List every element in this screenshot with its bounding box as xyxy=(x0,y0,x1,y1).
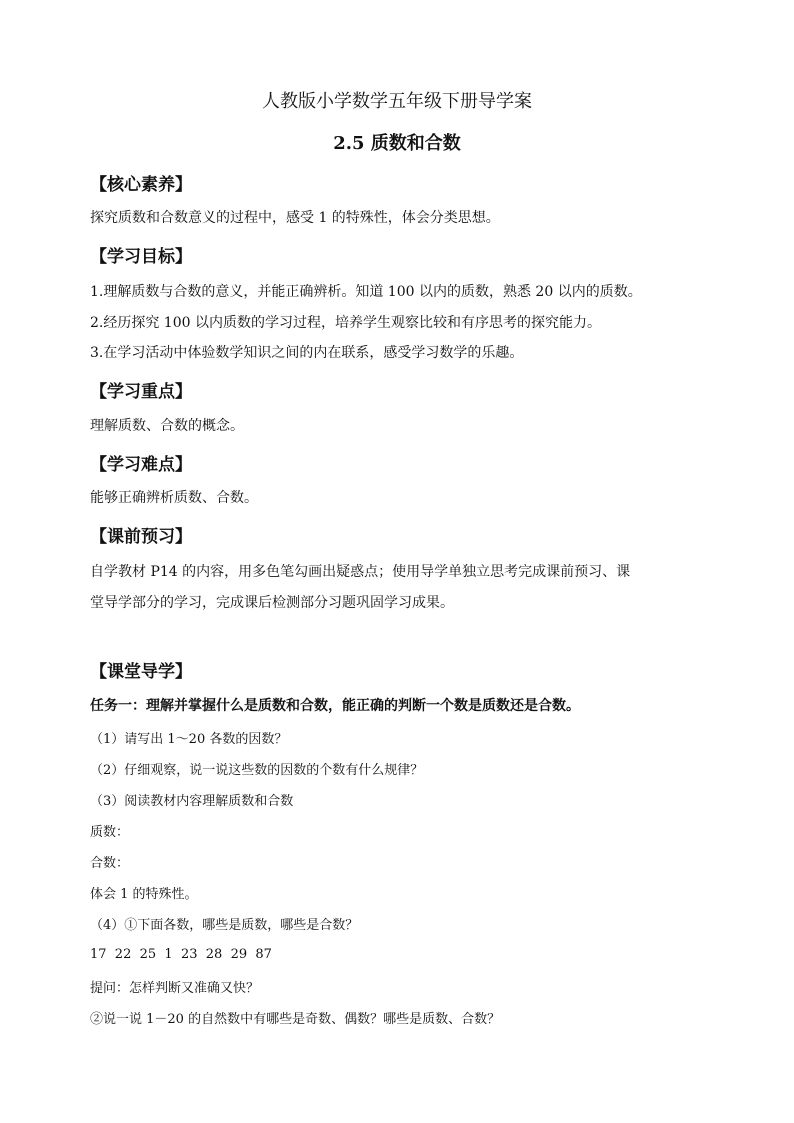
question-2: （2）仔细观察，说一说这些数的因数的个数有什么规律？ xyxy=(90,763,424,778)
number-list: 17 22 25 1 23 28 29 87 xyxy=(90,947,272,962)
prime-label: 质数： xyxy=(90,825,130,840)
core-text: 探究质数和合数意义的过程中，感受 1 的特殊性，体会分类思想。 xyxy=(90,210,500,226)
question-1: （1）请写出 1～20 各数的因数？ xyxy=(90,732,288,747)
key-text: 理解质数、合数的概念。 xyxy=(90,418,244,434)
composite-label: 合数： xyxy=(90,856,130,871)
section-key-heading: 【学习重点】 xyxy=(90,382,192,402)
lesson-title: 2.5 质数和合数 xyxy=(333,133,461,154)
question-3: （3）阅读教材内容理解质数和合数 xyxy=(90,794,294,809)
section-difficulty-heading: 【学习难点】 xyxy=(90,455,192,475)
goal-item-2: 2.经历探究 100 以内质数的学习过程，培养学生观察比较和有序思考的探究能力。 xyxy=(90,315,601,331)
one-special-text: 体会 1 的特殊性。 xyxy=(90,887,198,902)
question-prompt: 提问：怎样判断又准确又快？ xyxy=(90,981,260,996)
document-title: 人教版小学数学五年级下册导学案 xyxy=(262,91,532,112)
task-one: 任务一：理解并掌握什么是质数和合数，能正确的判断一个数是质数还是合数。 xyxy=(90,698,580,714)
section-core-heading: 【核心素养】 xyxy=(90,175,192,195)
question-4: （4）①下面各数，哪些是质数，哪些是合数？ xyxy=(90,918,359,933)
section-preview-heading: 【课前预习】 xyxy=(90,527,192,547)
goal-item-3: 3.在学习活动中体验数学知识之间的内在联系，感受学习数学的乐趣。 xyxy=(90,345,524,361)
difficulty-text: 能够正确辨析质数、合数。 xyxy=(90,490,258,506)
section-goal-heading: 【学习目标】 xyxy=(90,247,192,267)
preview-text-line-2: 堂导学部分的学习，完成课后检测部分习题巩固学习成果。 xyxy=(90,595,454,611)
section-class-heading: 【课堂导学】 xyxy=(90,662,192,682)
preview-text-line-1: 自学教材 P14 的内容，用多色笔勾画出疑惑点；使用导学单独立思考完成课前预习、课 xyxy=(90,564,631,580)
goal-item-1: 1.理解质数与合数的意义，并能正确辨析。知道 100 以内的质数，熟悉 20 以内的质数。 xyxy=(90,284,642,300)
question-5: ②说一说 1－20 的自然数中有哪些是奇数、偶数？哪些是质数、合数？ xyxy=(90,1012,501,1027)
